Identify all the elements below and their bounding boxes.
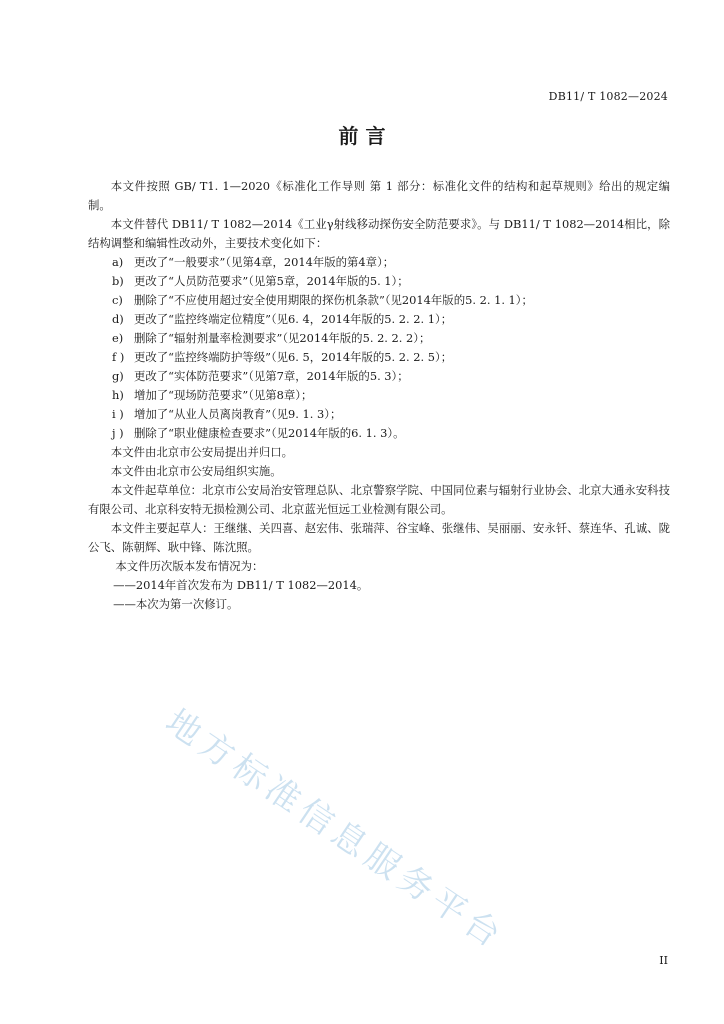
- list-marker: b): [112, 274, 124, 288]
- list-item: [88, 310, 670, 329]
- list-marker: g): [112, 369, 124, 383]
- list-text: 删除了“职业健康检查要求”（见2014年版的6. 1. 3）。: [134, 426, 405, 440]
- watermark: 地方标准信息服务平台: [158, 701, 513, 959]
- list-text: 删除了“辐射剂量率检测要求”（见2014年版的5. 2. 2. 2）；: [134, 331, 431, 345]
- list-marker: c): [112, 293, 123, 307]
- list-text: 更改了“监控终端定位精度”（见6. 4，2014年版的5. 2. 2. 1）；: [134, 312, 453, 326]
- list-marker: i ): [112, 407, 124, 421]
- page-number: II: [659, 954, 668, 967]
- list-item: [88, 272, 670, 291]
- changes-list: [88, 253, 670, 443]
- paragraph-proposer: 本文件由北京市公安局提出并归口。: [110, 445, 294, 459]
- foreword-body: [88, 177, 670, 614]
- list-marker: h): [112, 388, 124, 402]
- paragraph-replacement: 本文件替代 DB11/ T 1082—2014《工业γ射线移动探伤安全防范要求》。与 DB11/ T 1082—2014相比，除结构调整和编辑性改动外，主要技术变化如下：: [88, 217, 670, 250]
- list-text: 增加了“从业人员离岗教育”（见9. 1. 3）；: [134, 407, 342, 421]
- list-marker: a): [112, 255, 124, 269]
- list-marker: j ): [112, 426, 124, 440]
- list-item: [88, 348, 670, 367]
- list-item: [88, 253, 670, 272]
- history-item: ——2014年首次发布为 DB11/ T 1082—2014。: [113, 578, 369, 592]
- list-item: [88, 424, 670, 443]
- history-intro: 本文件历次版本发布情况为：: [115, 559, 264, 573]
- history-item: ——本次为第一次修订。: [113, 597, 239, 611]
- document-code: DB11/ T 1082—2024: [548, 90, 668, 103]
- list-text: 更改了“监控终端防护等级”（见6. 5，2014年版的5. 2. 2. 5）；: [134, 350, 453, 364]
- list-text: 更改了“人员防范要求”（见第5章，2014年版的5. 1）；: [134, 274, 409, 288]
- list-item: [88, 367, 670, 386]
- paragraph-organizer: 本文件由北京市公安局组织实施。: [110, 464, 282, 478]
- list-marker: d): [112, 312, 124, 326]
- list-text: 更改了“一般要求”（见第4章，2014年版的第4章）；: [134, 255, 395, 269]
- list-text: 更改了“实体防范要求”（见第7章，2014年版的5. 3）；: [134, 369, 409, 383]
- list-marker: e): [112, 331, 124, 345]
- list-item: [88, 291, 670, 310]
- list-item: [88, 405, 670, 424]
- paragraph-drafters: 本文件主要起草人：王继继、关四喜、赵宏伟、张瑞萍、谷宝峰、张继伟、吴丽丽、安永钎、蔡连华、孔诚、陇公飞、陈朝辉、耿中锋、陈沈照。: [88, 521, 670, 554]
- paragraph-standard-basis: 本文件按照 GB/ T1. 1—2020《标准化工作导则 第 1 部分：标准化文件的结构和起草规则》给出的规定编制。: [88, 179, 670, 212]
- list-item: [88, 329, 670, 348]
- paragraph-drafting-units: 本文件起草单位：北京市公安局治安管理总队、北京警察学院、中国同位素与辐射行业协会、北京大通永安科技有限公司、北京科安特无损检测公司、北京蓝光恒远工业检测有限公司。: [88, 483, 670, 516]
- list-item: [88, 386, 670, 405]
- page-title: 前 言: [338, 124, 386, 148]
- list-text: 增加了“现场防范要求”（见第8章）；: [134, 388, 313, 402]
- list-marker: f ): [112, 350, 125, 364]
- list-text: 删除了“不应使用超过安全使用期限的探伤机条款”（见2014年版的5. 2. 1. 1）；: [134, 293, 533, 307]
